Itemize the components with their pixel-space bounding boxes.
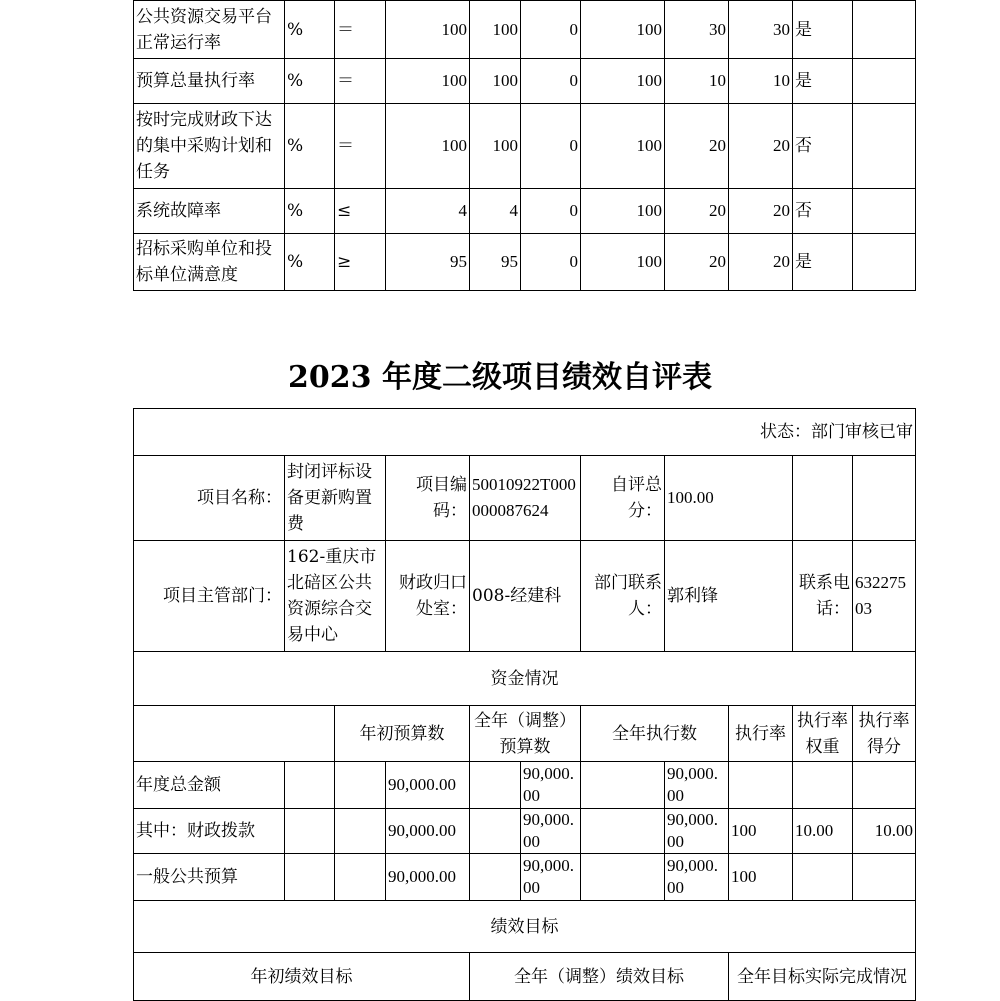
department-info-row	[134, 541, 916, 652]
self-score: 100.00	[665, 456, 793, 541]
empty-cell	[134, 706, 335, 762]
score-cell: 20	[729, 189, 793, 234]
empty-cell	[285, 854, 335, 901]
empty-cell	[581, 854, 665, 901]
phone-number: 63227503	[853, 541, 916, 652]
weight-cell: 30	[665, 1, 729, 59]
value-cell: 0	[521, 189, 581, 234]
weight-cell: 20	[665, 189, 729, 234]
initial-budget-value: 90,000.00	[386, 809, 470, 854]
score-cell: 20	[729, 104, 793, 189]
empty-cell	[853, 456, 916, 541]
self-score-label: 自评总分：	[581, 456, 665, 541]
value-cell: 0	[521, 104, 581, 189]
unit-cell: %	[285, 104, 335, 189]
self-evaluation-table	[133, 408, 916, 1001]
operator-cell: ＝	[335, 59, 386, 104]
project-code: 50010922T000000087624	[470, 456, 581, 541]
empty-cell	[470, 762, 521, 809]
exec-rate-value	[729, 762, 793, 809]
executed-header: 全年执行数	[581, 706, 729, 762]
exec-weight-value: 10.00	[793, 809, 853, 854]
empty-cell	[285, 762, 335, 809]
met-cell: 否	[793, 189, 853, 234]
exec-rate-weight-header: 执行率权重	[793, 706, 853, 762]
unit-cell: %	[285, 189, 335, 234]
value-cell: 100	[581, 234, 665, 291]
exec-weight-value	[793, 854, 853, 901]
exec-score-value: 10.00	[853, 809, 916, 854]
funds-header-row	[134, 706, 916, 762]
empty-cell	[335, 809, 386, 854]
adjusted-budget-value: 90,000.00	[521, 854, 581, 901]
exec-rate-value: 100	[729, 809, 793, 854]
note-cell	[853, 234, 916, 291]
indicator-name: 按时完成财政下达的集中采购计划和任务	[134, 104, 285, 189]
goals-header-row	[134, 953, 916, 1001]
operator-cell: ＝	[335, 1, 386, 59]
executed-value: 90,000.00	[665, 762, 729, 809]
note-cell	[853, 104, 916, 189]
value-cell: 0	[521, 1, 581, 59]
table-row	[134, 104, 916, 189]
value-cell: 100	[581, 104, 665, 189]
score-cell: 20	[729, 234, 793, 291]
target-cell: 100	[386, 1, 470, 59]
value-cell: 100	[581, 1, 665, 59]
status-row	[134, 409, 916, 456]
phone-label: 联系电话：	[793, 541, 853, 652]
dept-label: 项目主管部门：	[134, 541, 285, 652]
status-text: 状态：部门审核已审	[134, 409, 916, 456]
table-row	[134, 854, 916, 901]
contact-name: 郭利锋	[665, 541, 793, 652]
unit-cell: %	[285, 234, 335, 291]
indicator-name: 公共资源交易平台正常运行率	[134, 1, 285, 59]
adjusted-budget-header: 全年（调整）预算数	[470, 706, 581, 762]
table-row	[134, 809, 916, 854]
value-cell: 100	[581, 189, 665, 234]
score-cell: 30	[729, 1, 793, 59]
executed-value: 90,000.00	[665, 809, 729, 854]
table-row	[134, 1, 916, 59]
goals-section-row	[134, 901, 916, 953]
office-name: 008-经建科	[470, 541, 581, 652]
indicator-table	[133, 0, 916, 291]
weight-cell: 20	[665, 234, 729, 291]
office-label: 财政归口处室：	[386, 541, 470, 652]
exec-score-value	[853, 854, 916, 901]
empty-cell	[793, 456, 853, 541]
empty-cell	[335, 854, 386, 901]
project-info-row	[134, 456, 916, 541]
operator-cell: ≥	[335, 234, 386, 291]
exec-rate-score-header: 执行率得分	[853, 706, 916, 762]
empty-cell	[470, 809, 521, 854]
operator-cell: ≤	[335, 189, 386, 234]
met-cell: 是	[793, 1, 853, 59]
table-row	[134, 762, 916, 809]
project-code-label: 项目编码：	[386, 456, 470, 541]
exec-rate-header: 执行率	[729, 706, 793, 762]
note-cell	[853, 59, 916, 104]
actual-cell: 100	[470, 104, 521, 189]
actual-cell: 100	[470, 1, 521, 59]
table-row	[134, 189, 916, 234]
table-row	[134, 59, 916, 104]
actual-cell: 100	[470, 59, 521, 104]
actual-cell: 95	[470, 234, 521, 291]
exec-rate-value: 100	[729, 854, 793, 901]
executed-value: 90,000.00	[665, 854, 729, 901]
target-cell: 100	[386, 104, 470, 189]
indicator-name: 预算总量执行率	[134, 59, 285, 104]
exec-score-value	[853, 762, 916, 809]
weight-cell: 20	[665, 104, 729, 189]
fund-row-label: 其中：财政拨款	[134, 809, 285, 854]
empty-cell	[335, 762, 386, 809]
table-row	[134, 234, 916, 291]
contact-label: 部门联系人：	[581, 541, 665, 652]
adjusted-budget-value: 90,000.00	[521, 762, 581, 809]
indicator-name: 招标采购单位和投标单位满意度	[134, 234, 285, 291]
target-cell: 95	[386, 234, 470, 291]
actual-completion-header: 全年目标实际完成情况	[729, 953, 916, 1001]
fund-row-label: 一般公共预算	[134, 854, 285, 901]
initial-goal-header: 年初绩效目标	[134, 953, 470, 1001]
empty-cell	[581, 809, 665, 854]
operator-cell: ＝	[335, 104, 386, 189]
project-name-label: 项目名称：	[134, 456, 285, 541]
target-cell: 100	[386, 59, 470, 104]
exec-weight-value	[793, 762, 853, 809]
adjusted-budget-value: 90,000.00	[521, 809, 581, 854]
goals-section-title: 绩效目标	[134, 901, 916, 953]
target-cell: 4	[386, 189, 470, 234]
indicator-name: 系统故障率	[134, 189, 285, 234]
score-cell: 10	[729, 59, 793, 104]
adjusted-goal-header: 全年（调整）绩效目标	[470, 953, 729, 1001]
note-cell	[853, 189, 916, 234]
funds-section-row	[134, 652, 916, 706]
empty-cell	[470, 854, 521, 901]
value-cell: 0	[521, 59, 581, 104]
initial-budget-value: 90,000.00	[386, 854, 470, 901]
dept-name: 162-重庆市北碚区公共资源综合交易中心	[285, 541, 386, 652]
fund-row-label: 年度总金额	[134, 762, 285, 809]
unit-cell: %	[285, 1, 335, 59]
actual-cell: 4	[470, 189, 521, 234]
met-cell: 否	[793, 104, 853, 189]
project-name: 封闭评标设备更新购置费	[285, 456, 386, 541]
weight-cell: 10	[665, 59, 729, 104]
initial-budget-header: 年初预算数	[335, 706, 470, 762]
initial-budget-value: 90,000.00	[386, 762, 470, 809]
met-cell: 是	[793, 59, 853, 104]
page-title: 2023 年度二级项目绩效自评表	[288, 360, 712, 395]
unit-cell: %	[285, 59, 335, 104]
value-cell: 100	[581, 59, 665, 104]
empty-cell	[285, 809, 335, 854]
note-cell	[853, 1, 916, 59]
met-cell: 是	[793, 234, 853, 291]
value-cell: 0	[521, 234, 581, 291]
empty-cell	[581, 762, 665, 809]
funds-section-title: 资金情况	[134, 652, 916, 706]
